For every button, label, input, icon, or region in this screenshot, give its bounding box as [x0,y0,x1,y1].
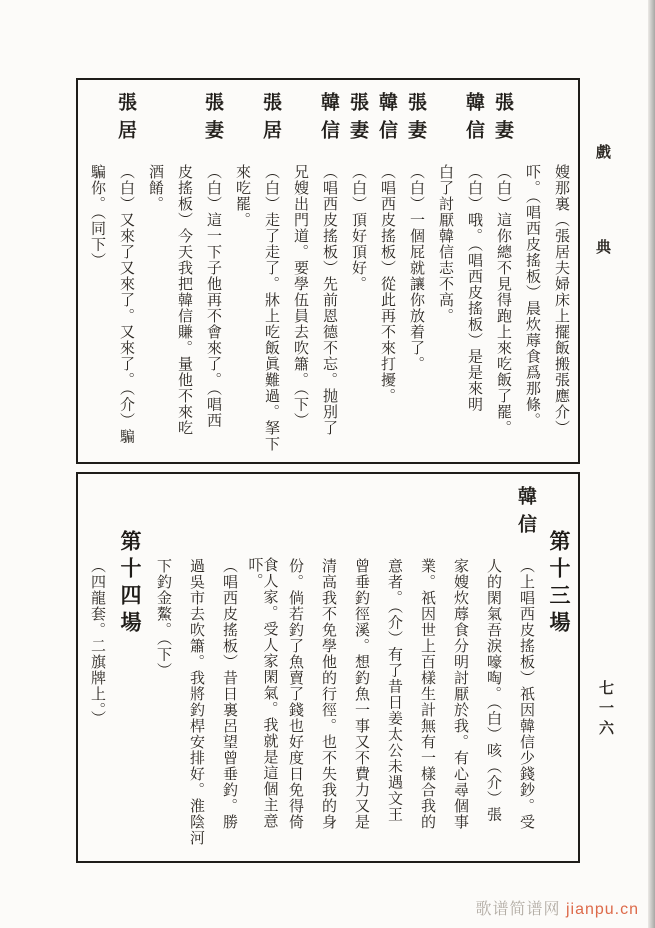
script-text: （白）又來了又來了。又來了。（介）騙 [118,164,134,445]
stage-direction-column [80,476,113,859]
script-text: （白）哦。（唱西皮搖板）是是來明 [466,164,482,413]
continuation-column [410,476,443,859]
speaker-name: 韓信 [376,92,397,148]
stage-direction-text: （四龍套。二旗牌上。） [89,558,105,727]
speaker-name: 張居 [260,92,281,148]
script-text: 業。祇因世上百樣生計無有一樣合我的 [419,558,435,830]
continuation-column [82,82,111,460]
script-text: 食人家。受人家閑氣。我就是這個主意吓。 [246,557,278,830]
script-text: 曾垂釣徑溪。想釣魚一事又不費力又是 [353,558,369,830]
continuation-column [377,476,410,859]
continuation-column [443,476,476,859]
continuation-column [146,476,179,859]
dialog-column [198,82,227,460]
speaker-name: 張妻 [405,92,426,148]
watermark-site-name: 歌谱简谱网 [475,901,561,918]
speaker-name: 韓信 [318,92,339,148]
watermark-site-url: jianpu.cn [565,901,639,918]
script-text: （白）走了走了。牀上吃飯眞難過。拏下 [263,164,279,452]
dialog-column [509,476,542,859]
continuation-column [285,82,314,460]
script-text: 份。倘若釣了魚賣了錢也好度日免得倚 [287,558,303,830]
dialog-column [459,82,488,460]
script-text: 意者。（介）有了昔日姜太公未遇文王 [386,558,402,823]
script-block-bottom [76,472,580,863]
script-text: 白了討厭韓信志不高。 [437,164,453,324]
scene-heading-column [113,476,146,859]
script-block-top [76,78,580,464]
script-text: 過吳市去吹簫。我將釣桿安排好。淮陰河 [188,558,204,846]
continuation-column [344,476,377,859]
script-text: 下釣金鰲。（下） [155,558,171,679]
dialog-column [401,82,430,460]
script-text: 吓。（唱西皮搖板）晨炊蓐食爲那條。 [524,164,540,429]
continuation-column [227,82,256,460]
script-text: 酒餚。 [147,164,163,212]
continuation-column [517,82,546,460]
speaker-name: 韓信 [463,92,484,148]
script-text: （白）這一下子他再不會來了。（唱西 [205,164,221,429]
script-text: 嫂那裏（張居夫婦床上擺飯搬張應介） [553,164,569,436]
speaker-name: 張妻 [202,92,223,148]
scene-heading: 第十三場 [547,530,571,638]
series-title-char: 典 [596,240,612,256]
script-text: 清高我不免學他的行徑。也不失我的身 [320,558,336,830]
script-text: （唱西皮搖板）先前恩德不忘。抛別了 [321,164,337,436]
dialog-column [372,82,401,460]
speaker-name: 張妻 [492,92,513,148]
script-text: （白）這你總不見得跑上來吃飯了罷。 [495,164,511,436]
page-edge-shadow [648,0,655,928]
script-text: （白）一個屁就讓你放着了。 [408,164,424,372]
dialog-column [256,82,285,460]
dialog-column [314,82,343,460]
script-text: 皮搖板）今天我把韓信賺。量他不來吃 [176,164,192,436]
continuation-column [430,82,459,460]
scene-heading-column [542,476,575,859]
dialog-column [488,82,517,460]
script-text: 家嫂炊蓐食分明討厭於我。有心尋個事 [452,558,468,830]
series-title-char: 戲 [596,145,612,161]
script-text: 來吃罷。 [234,164,250,228]
book-series-title [596,146,611,256]
continuation-column [179,476,212,859]
continuation-column [278,476,311,859]
continuation-column [140,82,169,460]
continuation-column [169,82,198,460]
speaker-name: 韓信 [515,486,536,542]
dialog-column [343,82,372,460]
continuation-column [245,476,278,859]
watermark [475,896,639,919]
script-text: （上唱西皮搖板）祇因韓信少錢鈔。受 [518,558,534,830]
continuation-column [546,82,575,460]
speaker-name: 張居 [115,92,136,148]
continuation-column [212,476,245,859]
script-text: 兄嫂出門道。要學伍員去吹簫。（下） [292,164,308,429]
continuation-column [311,476,344,859]
script-text: 人的閑氣吾淚嚎啕。（白）咳（介）張 [485,558,501,823]
script-text: （唱西皮搖板）昔日裏呂望曾垂釣。勝 [221,558,237,830]
scene-heading: 第十四場 [118,530,142,638]
dialog-column [111,82,140,460]
script-text: （唱西皮搖板）從此再不來打擾。 [379,164,395,404]
script-text: 騙你。（同下） [89,164,105,269]
speaker-name: 張妻 [347,92,368,148]
script-text: （白）頂好頂好。 [350,164,366,292]
page-number: 七一六 [597,680,613,740]
continuation-column [476,476,509,859]
